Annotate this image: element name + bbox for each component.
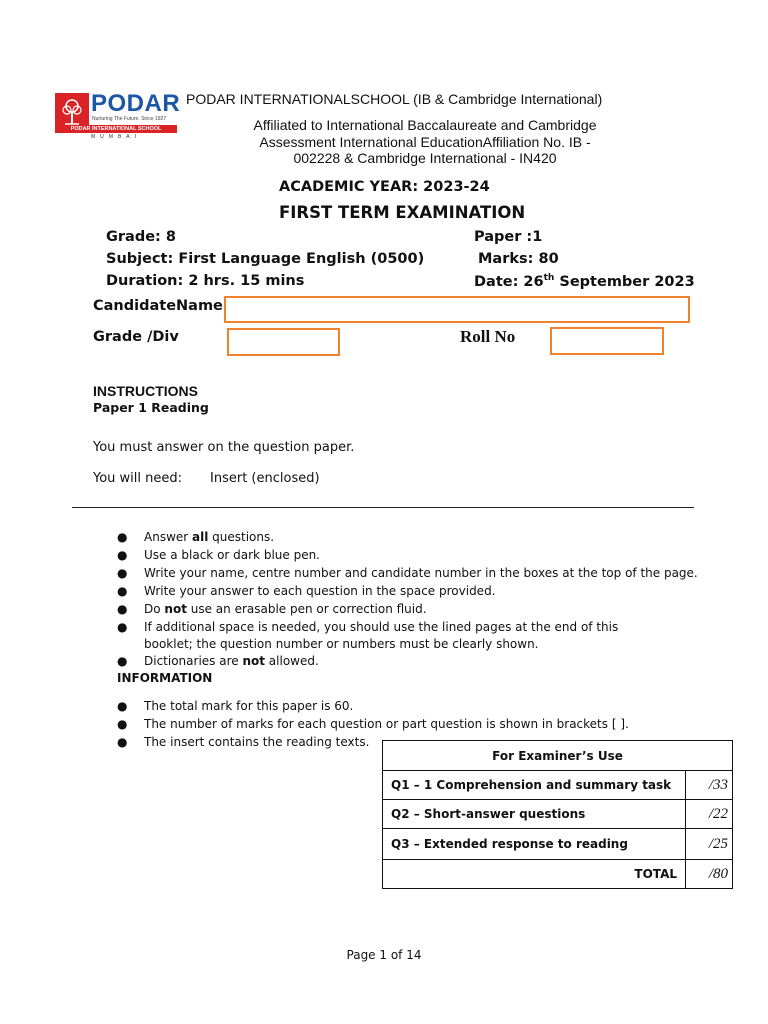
affiliation-line-1: Affiliated to International Baccalaureate and Cambridge [253,117,597,133]
bullet-icon: ● [117,735,128,749]
question-label: Q2 – Short-answer questions [383,800,686,829]
logo-wordmark: PODAR [91,90,181,117]
paper-text: Paper :1 [474,229,543,245]
list-item: ● The total mark for this paper is 60. [117,699,354,713]
bullet-icon: ● [117,548,128,562]
logo-school-banner: PODAR INTERNATIONAL SCHOOL [55,125,177,133]
affiliation-line-3: 002228 & Cambridge International - IN420 [293,150,557,166]
table-row [383,860,733,889]
grade-div-label: Grade /Div [93,329,179,345]
list-item: ● Answer all questions. [117,530,275,544]
instructions-heading: INSTRUCTIONS [93,383,198,399]
subject-text: Subject: First Language English (0500) [106,251,425,267]
bullet-icon: ● [117,654,128,668]
bullet-icon: ● [117,566,128,580]
question-marks: /25 [686,829,733,860]
date-month-year: September 2023 [554,273,695,290]
table-row [383,800,733,829]
examiner-use-table [382,740,733,889]
list-item: ● Write your name, centre number and candidate number in the boxes at the top of the page. [117,566,698,580]
question-label: Q1 – 1 Comprehension and summary task [383,771,686,800]
section-divider [72,507,694,508]
answer-on-paper-text: You must answer on the question paper. [93,440,355,455]
logo-tagline: Nurturing The Future. Since 1927 [92,116,167,122]
roll-no-label: Roll No [460,327,516,346]
you-will-need-value: Insert (enclosed) [210,471,320,486]
bullet-icon: ● [117,584,128,598]
exam-title: FIRST TERM EXAMINATION [279,203,526,222]
candidate-name-field[interactable] [224,296,690,323]
date-day: Date: 26 [474,273,544,290]
total-label: TOTAL [383,860,686,889]
page-number: Page 1 of 14 [346,948,422,962]
list-item: ● Write your answer to each question in the space provided. [117,584,496,598]
academic-year: ACADEMIC YEAR: 2023-24 [279,179,490,195]
list-item: ● If additional space is needed, you should use the lined pages at the end of this [117,620,619,634]
bullet-icon: ● [117,699,128,713]
list-item: ● The insert contains the reading texts. [117,735,370,749]
bullet-icon: ● [117,620,128,634]
bullet-icon: ● [117,717,128,731]
list-item: ● Dictionaries are not allowed. [117,654,319,668]
tree-icon [61,98,83,126]
affiliation-block [213,117,637,167]
affiliation-line-2: Assessment International EducationAffiliation No. IB - [259,133,591,150]
marks-text: Marks: 80 [478,251,559,267]
grade-div-field[interactable] [227,328,340,356]
grade-text: Grade: 8 [106,229,176,245]
list-item: ● The number of marks for each question or part question is shown in brackets [ ]. [117,717,629,731]
question-marks: /22 [686,800,733,829]
instruction-list [117,528,698,670]
instructions-subheading: Paper 1 Reading [93,400,209,415]
question-label: Q3 – Extended response to reading [383,829,686,860]
table-row [383,829,733,860]
list-item-continued: booklet; the question number or numbers must be clearly shown. [144,637,539,651]
question-marks: /33 [686,771,733,800]
examiner-table-title: For Examiner’s Use [383,741,733,771]
duration-text: Duration: 2 hrs. 15 mins [106,273,305,289]
logo-city: MUMBAI [91,134,141,140]
date-suffix: th [543,273,555,283]
school-name-line: PODAR INTERNATIONALSCHOOL (IB & Cambridge International) [186,91,603,107]
information-heading: INFORMATION [117,671,213,685]
total-marks: /80 [686,860,733,889]
bullet-icon: ● [117,602,128,616]
table-row [383,771,733,800]
you-will-need-label: You will need: [93,471,183,486]
list-item: ● Use a black or dark blue pen. [117,548,320,562]
candidate-name-label: CandidateName [93,298,223,314]
school-logo [55,90,181,142]
roll-no-field[interactable] [550,327,664,355]
list-item: ● Do not use an erasable pen or correction fluid. [117,602,427,616]
exam-date [474,273,695,290]
bullet-icon: ● [117,530,128,544]
logo-emblem [55,93,89,127]
